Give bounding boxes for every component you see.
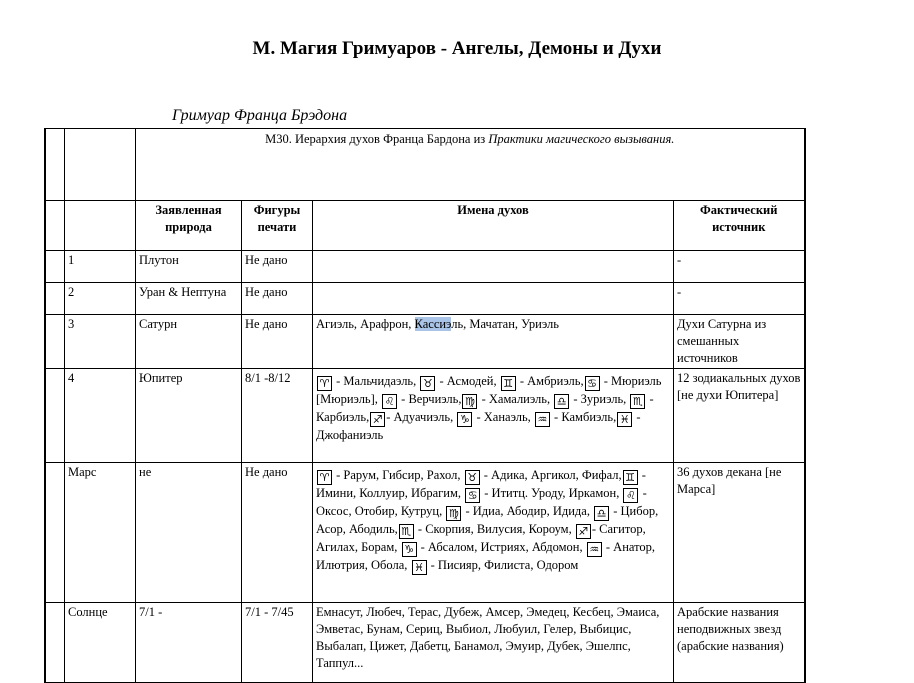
zodiac-icon: ♋ [585,376,600,391]
spirit-names: - Идиа, Абодир, Идида, [462,504,594,518]
row-num: Солнце [65,603,136,683]
spirit-names: - Абсалом, Истриях, Абдомон, [417,540,586,554]
table-row [45,603,805,683]
zodiac-icon: ♉ [465,470,480,485]
row-source: 36 духов декана [не Марса] [674,463,805,603]
zodiac-icon: ♎ [554,394,569,409]
row-names [313,283,674,315]
header-nature: Заявленная природа [136,201,242,251]
row-figures: Не дано [242,315,313,369]
spirit-names: - Камбиэль, [550,410,617,424]
row-source: - [674,283,805,315]
row-figures: 7/1 - 7/45 [242,603,313,683]
zodiac-icon: ♍ [462,394,477,409]
zodiac-icon: ♋ [465,488,480,503]
table-row [45,315,805,369]
row-nature: Юпитер [136,369,242,463]
row-names [313,463,674,603]
zodiac-icon: ♉ [420,376,435,391]
header-names: Имена духов [313,201,674,251]
spirit-names: - Ититц. Уроду, Иркамон, [481,486,623,500]
zodiac-icon: ♐ [370,412,385,427]
spirit-names: - Джофаниэль [316,410,641,442]
zodiac-icon: ♏ [630,394,645,409]
spirit-names: - Рарум, Гибсир, Рахол, [333,468,464,482]
row-names: Агиэль, Арафрон, Кассиэль, Мачатан, Уриэль [313,315,674,369]
spirit-names: - Сагитор, Агилах, Борам, [316,522,646,554]
spirit-names: - Ханаэль, [473,410,534,424]
table-row [45,283,805,315]
spirit-names: - Амбриэль, [516,374,584,388]
row-names [313,369,674,463]
zodiac-icon: ♌ [623,488,638,503]
spirit-names: - Имини, Коллуир, Ибрагим, [316,468,646,500]
zodiac-icon: ♐ [576,524,591,539]
spirit-names: - Мальчидаэль, [333,374,420,388]
row-names [313,251,674,283]
caption-row [45,129,805,201]
zodiac-icon: ♎ [594,506,609,521]
row-figures: 8/1 -8/12 [242,369,313,463]
spirit-names: - Адуачиэль, [386,410,457,424]
spirit-names: - Анатор, Илютрия, Обола, [316,540,656,572]
zodiac-icon: ♍ [446,506,461,521]
spirit-names: - Хамалиэль, [478,392,554,406]
zodiac-icon: ♓ [617,412,632,427]
row-nature: 7/1 - [136,603,242,683]
row-source: Духи Сатурна из смешанных источников [674,315,805,369]
table-caption: М30. Иерархия духов Франца Бардона из Практики магического вызывания. [136,129,805,201]
zodiac-icon: ♈ [317,470,332,485]
row-num: Марс [65,463,136,603]
row-source: Арабские названия неподвижных звезд (арабские названия) [674,603,805,683]
row-figures: Не дано [242,283,313,315]
row-names: Емнасут, Любеч, Терас, Дубеж, Амсер, Эмедец, Кесбец, Эмаиса, Эмветас, Бунам, Сериц, Выбиол, Любуил, Гелер, Выбицис, Выбалап, Цижет, Дабетц, Банамол, Эмуир, Дубек, Эшелпс, Таппул... [313,603,674,683]
spirit-names: - Верчиэль, [398,392,462,406]
table-row [45,369,805,463]
section-subtitle: Гримуар Франца Брэдона [172,107,348,124]
spirit-names: - Писияр, Филиста, Одором [427,558,579,572]
header-source: Фактический источник [674,201,805,251]
zodiac-icon: ♑ [402,542,417,557]
table-row [45,463,805,603]
spirit-names: - Зуриэль, [570,392,630,406]
spirit-names: - Асмодей, [436,374,500,388]
zodiac-icon: ♏ [399,524,414,539]
row-nature: не [136,463,242,603]
spirit-names: - Цибор, Асор, Абодиль, [316,504,659,536]
zodiac-icon: ♌ [382,394,397,409]
row-figures: Не дано [242,251,313,283]
spirit-names: - Карбиэль, [316,392,654,424]
row-nature: Уран & Нептуна [136,283,242,315]
zodiac-icon: ♒ [587,542,602,557]
table-row [45,251,805,283]
spirit-names: - Мюриэль [Мюриэль], [316,374,662,406]
row-num: 1 [65,251,136,283]
header-row [45,201,805,251]
spirit-names: - Оксос, Отобир, Кутруц, [316,486,647,518]
zodiac-icon: ♊ [501,376,516,391]
zodiac-icon: ♓ [412,560,427,575]
row-nature: Плутон [136,251,242,283]
row-source: 12 зодиакальных духов [не духи Юпитера] [674,369,805,463]
row-nature: Сатурн [136,315,242,369]
spirit-names: - Скорпия, Вилусия, Короум, [414,522,575,536]
zodiac-icon: ♑ [457,412,472,427]
row-num: 3 [65,315,136,369]
selected-text[interactable]: Кассиэ [414,317,452,331]
page-title: М. Магия Гримуаров - Ангелы, Демоны и Духи [252,38,662,59]
row-source: - [674,251,805,283]
row-num: 2 [65,283,136,315]
row-num: 4 [65,369,136,463]
spirits-table [44,128,806,683]
zodiac-icon: ♈ [317,376,332,391]
header-figures: Фигуры печати [242,201,313,251]
zodiac-icon: ♒ [535,412,550,427]
zodiac-icon: ♊ [623,470,638,485]
row-figures: Не дано [242,463,313,603]
spirit-names: - Адика, Аргикол, Фифал, [480,468,622,482]
